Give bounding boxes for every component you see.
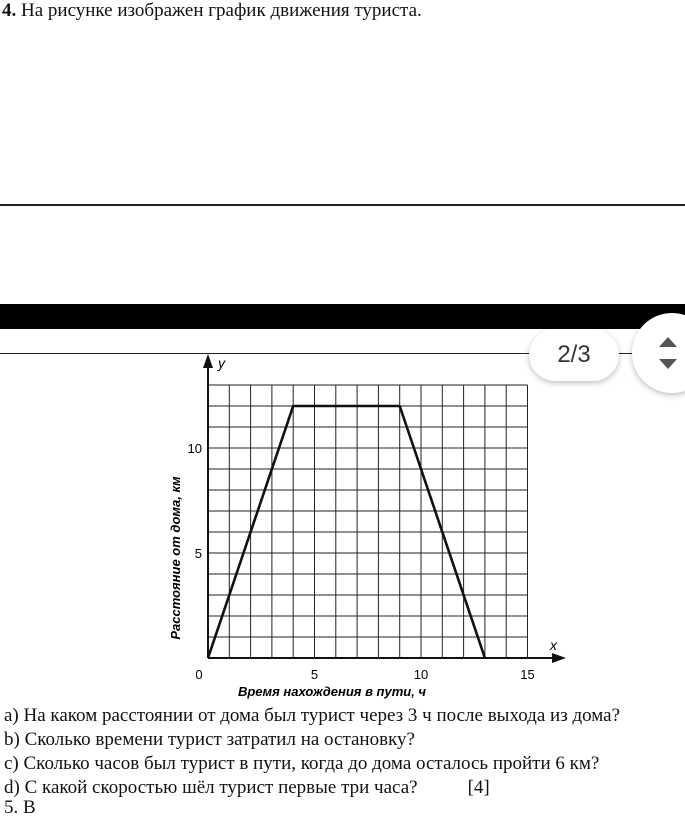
divider-top [0, 204, 685, 206]
x-axis-letter: x [550, 637, 557, 653]
x-tick-label: 10 [413, 667, 429, 682]
x-axis-label: Время нахождения в пути, ч [237, 684, 427, 699]
chart-grid [208, 385, 528, 658]
x-tick-label: 15 [520, 667, 535, 682]
y-axis-label: Расстояние от дома, км [168, 476, 183, 640]
distance-time-chart [0, 350, 685, 700]
up-down-chevron-icon [658, 335, 678, 371]
question-b: b) Сколько времени турист затратил на остановку? [4, 729, 415, 750]
question-d-text: d) С какой скоростью шёл турист первые три часа? [4, 777, 418, 798]
problem-text: На рисунке изображен график движения туриста. [21, 0, 422, 21]
page-indicator: 2/3 [529, 329, 619, 381]
problem-statement [2, 0, 422, 22]
x-axis-arrow [552, 653, 566, 663]
page-break-band [0, 304, 685, 329]
x-tick-label: 0 [195, 667, 203, 682]
question-d [4, 776, 685, 800]
y-tick-label: 10 [187, 441, 202, 456]
y-axis-letter: y [218, 355, 225, 371]
x-tick-label: 5 [310, 667, 319, 682]
questions-list [4, 704, 685, 800]
question-a: a) На каком расстоянии от дома был турист через 3 ч после выхода из дома? [4, 705, 621, 726]
points-badge: [4] [467, 777, 490, 798]
y-axis-arrow [203, 354, 213, 368]
next-problem-fragment: 5. В [4, 797, 36, 818]
problem-number: 4. [2, 0, 17, 21]
question-c: c) Сколько часов был турист в пути, когда до дома осталось пройти 6 км? [4, 753, 600, 774]
y-tick-label: 5 [194, 546, 202, 561]
